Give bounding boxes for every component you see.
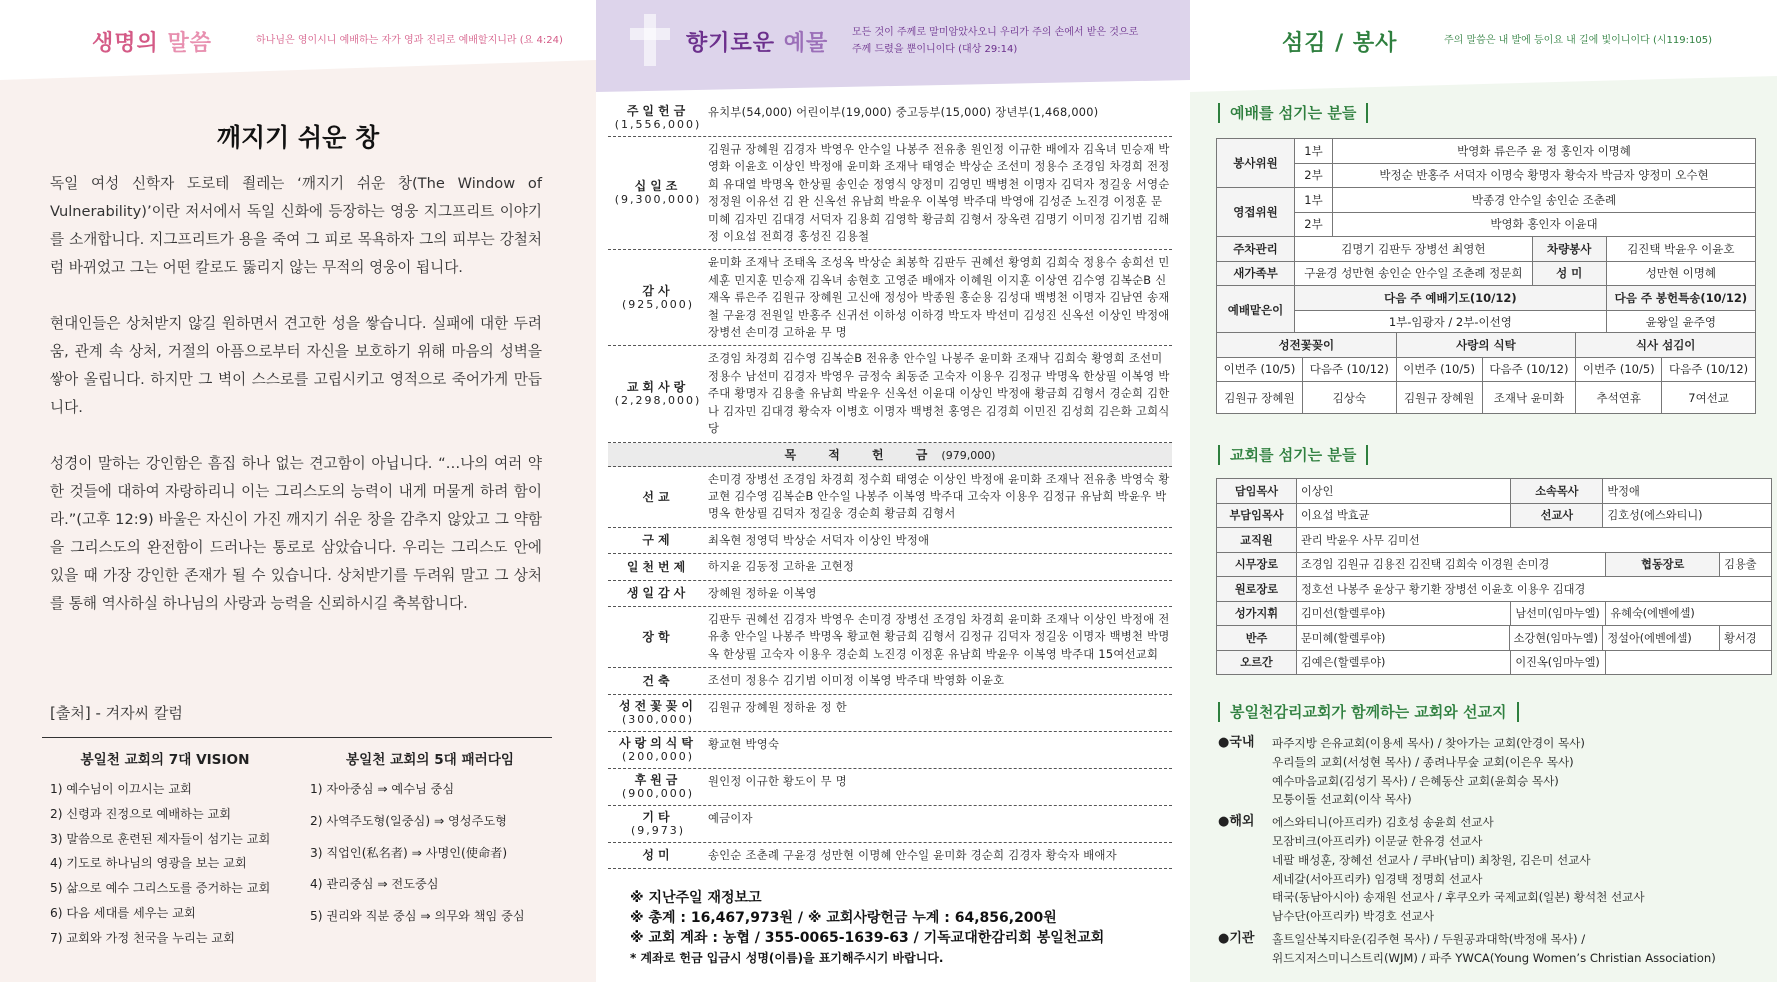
offering-row xyxy=(608,528,1172,554)
cell: 김원규 장혜원 xyxy=(1396,382,1482,414)
cell xyxy=(1606,650,1772,675)
cell: 김호성(에스와티니) xyxy=(1603,503,1772,528)
offering-names: 조경임 차경희 김수영 김복순B 전유총 안수일 나봉주 윤미화 조재낙 김희숙 황영희 조선미 정용수 남선미 김경자 박영우 금정숙 최동준 고숙자 이용우 김정규 박명옥 한상필 이복영 박주대 황명자 김용출 유남희 박윤우 신옥선 이윤대 이상인 박정애 황금희 김형서 경순희 김한나 김자민 김대경 황숙자 이병호 이명자 백병천 홍영은 김경희 이민진 김성희 김은화 고희식당 xyxy=(708,352,1170,436)
offering-names: 장혜원 정하윤 이복영 xyxy=(708,586,817,600)
offering-row xyxy=(608,467,1172,528)
cell: 이상인 xyxy=(1297,479,1511,504)
vision-item: 4) 기도로 하나님의 영광을 보는 교회 xyxy=(50,856,247,871)
cell: 남선미(임마누엘) xyxy=(1511,601,1606,626)
offering-label xyxy=(608,810,708,838)
paradigm-item: 5) 권리와 직분 중심 ⇒ 의무와 책임 중심 xyxy=(310,909,525,924)
offering-type: 구제 xyxy=(642,533,674,548)
cell-label: 주차관리 xyxy=(1217,237,1295,262)
cell-label: 소속목사 xyxy=(1511,479,1603,504)
cell: 박정애 xyxy=(1603,479,1772,504)
partner-group-label: ●국내 xyxy=(1218,735,1255,750)
essay-body xyxy=(50,170,542,646)
paradigm-item: 2) 사역주도형(일중심) ⇒ 영성주도형 xyxy=(310,813,507,828)
paradigm-title: 봉일천 교회의 5대 패러다임 xyxy=(345,752,515,768)
worship-service-table xyxy=(1216,138,1756,335)
cell-label: 차량봉사 xyxy=(1532,237,1606,262)
panel-word-of-life xyxy=(0,0,596,982)
offering-row xyxy=(608,732,1172,769)
offering-label xyxy=(608,141,708,245)
offering-type: 건축 xyxy=(642,673,674,688)
header-verse: 모든 것이 주께로 말미암았사오니 우리가 주의 손에서 받은 것으로 주께 드렸을 뿐이니이다 (대상 29:14) xyxy=(852,27,1139,55)
partner-line: 모퉁이돌 선교회(이삭 목사) xyxy=(1272,792,1412,807)
staff-table xyxy=(1216,478,1772,675)
cell: 7여선교 xyxy=(1662,382,1756,414)
offering-type: 교회사랑 xyxy=(626,379,690,394)
offering-amount: (200,000) xyxy=(621,749,695,763)
cell-label: 성 미 xyxy=(1532,261,1606,286)
cell: 이번주 (10/5) xyxy=(1217,357,1303,382)
paradigm-item: 3) 직업인(私名者) ⇒ 사명인(使命者) xyxy=(310,845,508,860)
vision-title: 봉일천 교회의 7대 VISION xyxy=(80,752,250,768)
essay-paragraph: 성경이 말하는 강인함은 흠집 하나 없는 견고함이 아닙니다. “…나의 여러 약한 것들에 대하여 자랑하리니 이는 그리스도의 능력이 내게 머물게 하려 함이라.”(고후 12:9) 바울은 자신이 가진 깨지기 쉬운 창을 감추지 않았고 그 약함을 그리스도의 완전함이 드러나는 통로로 삼았습니다. 우리는 그리스도 안에 있을 때 가장 강인한 존재가 될 수 있습니다. 상처받기를 두려워 말고 그 상처를 통해 역사하실 하나님의 사랑과 능력을 신뢰하시길 축복합니다. xyxy=(50,455,542,612)
offering-amount: (925,000) xyxy=(621,297,695,311)
section-heading: 봉일천감리교회가 함께하는 교회와 선교지 xyxy=(1218,702,1519,722)
cell: 조경임 김원규 김용진 김진택 김희숙 이경원 손미경 xyxy=(1297,552,1606,577)
offering-row xyxy=(608,137,1172,250)
purpose-offering-header xyxy=(608,443,1172,467)
cross-icon xyxy=(1224,14,1264,66)
offering-row xyxy=(608,581,1172,607)
offering-type: 일천번제 xyxy=(626,559,690,574)
offering-type: 후원금 xyxy=(634,772,682,787)
partner-line: 예수마음교회(김성기 목사) / 은혜동산 교회(윤희승 목사) xyxy=(1272,773,1559,788)
section-heading: 예배를 섬기는 분들 xyxy=(1218,103,1368,123)
partner-line: 홀트일산복지타운(김주현 목사) / 두원공과대학(박정애 목사) / xyxy=(1272,931,1586,946)
offering-label xyxy=(608,847,708,864)
partner-line: 에스와티니(아프리카) 김호성 송윤희 선교사 xyxy=(1272,815,1494,830)
offering-amount: (1,556,000) xyxy=(614,118,702,131)
cell: 다음주 (10/12) xyxy=(1482,357,1576,382)
cell: 정설아(에벤에셀) xyxy=(1603,626,1720,651)
offering-type: 성전꽃꽂이 xyxy=(619,698,697,713)
offering-names: 윤미화 조재낙 조태옥 조성옥 박상순 최봉학 김판두 권혜선 황영희 김희숙 정용수 송희선 민세훈 민지훈 민승재 김옥녀 송현호 고영준 배애자 이혜원 이지훈 이상연 김수영 김복순B 신재옥 류은주 김원규 장혜원 고신애 정성아 박종원 홍순용 김성대 백병천 이명자 김남연 송재철 구윤경 전원일 반홍주 신귀선 이하성 이하경 박도자 박선미 김성진 신옥선 이상인 박정애 장병선 손미경 고하윤 무 명 xyxy=(708,256,1170,340)
cell: 이진옥(임마누엘) xyxy=(1511,650,1606,675)
offering-row xyxy=(608,250,1172,346)
offering-type: 장학 xyxy=(642,630,674,645)
offering-names: 예금이자 xyxy=(708,811,753,825)
offering-names: 원인정 이규한 황도이 무 명 xyxy=(708,774,847,788)
offering-type: 사랑의식탁 xyxy=(619,735,697,750)
offering-row xyxy=(608,806,1172,843)
cell: 성만현 이명혜 xyxy=(1606,261,1755,286)
partner-line: 네팔 배성훈, 장혜선 선교사 / 쿠바(남미) 최창원, 김은미 선교사 xyxy=(1272,852,1591,867)
cell: 김미선(할렐루야) xyxy=(1297,601,1511,626)
vision-item: 6) 다음 세대를 세우는 교회 xyxy=(50,905,196,920)
offering-label xyxy=(608,773,708,801)
partner-line: 위드지저스미니스트리(WJM) / 파주 YWCA(Young Women’s Christian Association) xyxy=(1272,950,1716,965)
offering-label xyxy=(608,558,708,575)
cell: 추석연휴 xyxy=(1576,382,1662,414)
partner-group-domestic xyxy=(1218,734,1758,809)
divider xyxy=(42,737,552,738)
cell-label: 반주 xyxy=(1217,626,1297,651)
partner-line: 우리들의 교회(서성현 목사) / 종려나무숲 교회(이은우 목사) xyxy=(1272,754,1574,769)
offering-type: 감사 xyxy=(642,283,674,298)
vision-item: 7) 교회와 가정 천국을 누리는 교회 xyxy=(50,930,235,945)
offering-row xyxy=(608,607,1172,668)
section-title: 섬김 / 봉사 xyxy=(1282,31,1398,56)
cell: 2부 xyxy=(1295,212,1333,237)
cell: 윤왕일 윤주영 xyxy=(1606,310,1755,335)
cell-label: 사랑의 식탁 xyxy=(1396,333,1576,358)
finance-report xyxy=(630,888,1190,968)
cell-label: 성전꽃꽂이 xyxy=(1217,333,1397,358)
cell: 김진택 박윤우 이윤호 xyxy=(1606,237,1755,262)
cell: 소강현(임마누엘) xyxy=(1509,626,1603,651)
offering-names: 김원규 장혜원 김경자 박영우 안수일 나봉주 전유총 원인정 이규한 배에자 김옥녀 민승재 박영화 이윤호 이상인 박정애 윤미화 조재낙 태영순 박상순 조선미 정용수 조경임 차경희 전정희 유대열 박명옥 한상필 송인순 정영식 양정미 김영민 백병천 이명자 김덕자 정길웅 서영순 정정원 이유선 김 완 신옥선 유남희 박윤우 이복영 박주대 박영애 김성준 노진경 이정훈 문미혜 김자민 김대경 서덕자 김용희 김영학 황금희 김형서 장옥련 김명기 이미정 김기범 김해정 이요섭 전희경 홍성진 김용철 xyxy=(708,143,1170,244)
vision-item: 3) 말씀으로 훈련된 제자들이 섬기는 교회 xyxy=(50,831,271,846)
offering-row xyxy=(608,769,1172,806)
essay-source: [출처] - 겨자씨 칼럼 xyxy=(50,704,183,722)
partner-line: 파주지방 은유교회(이용세 목사) / 찾아가는 교회(안경이 목사) xyxy=(1272,736,1585,750)
offering-row xyxy=(608,100,1172,137)
cell-label: 다음 주 봉헌특송(10/12) xyxy=(1606,286,1755,311)
offering-names: 손미경 장병선 조경임 차경희 정수희 태영순 이상인 박정애 윤미화 조재낙 전유총 박영숙 황교현 김수영 김복순B 안수일 나봉주 이복영 박주대 고숙자 이용우 김정규 유남희 박윤우 박명옥 한상필 김덕자 정길웅 경순희 황금희 김형서 xyxy=(708,472,1170,521)
header-verse: 하나님은 영이시니 예배하는 자가 영과 진리로 예배할지니라 (요 4:24) xyxy=(256,35,563,46)
essay-paragraph: 현대인들은 상처받지 않길 원하면서 견고한 성을 쌓습니다. 실패에 대한 두려움, 관계 속 상처, 거절의 아픔으로부터 자신을 보호하기 위해 마음의 성벽을 쌓아 올립니다. 하지만 그 벽이 스스로를 고립시키고 영적으로 죽어가게 만듭니다. xyxy=(50,315,542,416)
offering-amount: (300,000) xyxy=(621,712,695,726)
cell: 이요섭 박효균 xyxy=(1297,503,1511,528)
partner-group-abroad xyxy=(1218,813,1758,926)
offering-label xyxy=(608,532,708,549)
offering-label xyxy=(608,254,708,341)
finance-line: ※ 총계 : 16,467,973원 / ※ 교회사랑헌금 누계 : 64,856,200원 xyxy=(630,910,1057,926)
offering-names: 하지윤 김동정 고하윤 고현정 xyxy=(708,560,855,574)
cell: 김원규 장혜원 xyxy=(1217,382,1303,414)
finance-line: ※ 교회 계좌 : 농협 / 355-0065-1639-63 / 기독교대한감리회 봉일천교회 xyxy=(630,930,1105,946)
paradigm-list xyxy=(310,748,550,939)
offering-amount: (9,973) xyxy=(630,823,686,837)
cell: 황서경 xyxy=(1720,626,1772,651)
cell: 2부 xyxy=(1295,163,1333,188)
cell-label: 예배맡은이 xyxy=(1217,286,1295,335)
cell: 박정순 반홍주 서덕자 이명숙 황명자 황숙자 박금자 양정미 오수현 xyxy=(1333,163,1756,188)
partner-line: 태국(동남아시아) 송재원 선교사 / 후쿠오카 국제교회(일본) 황석천 선교사 xyxy=(1272,890,1645,905)
cell-label: 영접위원 xyxy=(1217,188,1295,237)
offering-names: 김판두 권혜선 김경자 박영우 손미경 장병선 조경임 차경희 윤미화 조재낙 이상인 박정애 전유총 안수일 나봉주 박명옥 황교현 황금희 김형서 김정규 김덕자 정길웅 이명자 백병천 박명옥 한상필 고숙자 이용우 경순희 노진경 이정훈 유남희 박윤우 이복영 박주대 15여선교회 xyxy=(708,612,1170,661)
finance-line: ※ 지난주일 재정보고 xyxy=(630,890,762,906)
partner-line: 세네갈(서아프리카) 임경택 정명희 선교사 xyxy=(1272,871,1483,886)
offering-label xyxy=(608,611,708,663)
cell-label: 시무장로 xyxy=(1217,552,1297,577)
vision-item: 1) 예수님이 이끄시는 교회 xyxy=(50,782,192,796)
offering-names: 최옥현 정영덕 박상순 서덕자 이상인 박정애 xyxy=(708,533,930,547)
cell: 박영화 홍인자 이윤대 xyxy=(1333,212,1756,237)
essay-paragraph: 독일 여성 신학자 도로테 죌레는 ‘깨지기 쉬운 창(The Window of Vulnerability)’이란 저서에서 독일 신화에 등장하는 영웅 지그프리트 이야기를 소개합니다. 지그프리트가 용을 죽여 그 피로 목욕하자 그의 피부는 강철처럼 바뀌었고 그는 어떤 칼로도 뚫리지 않는 무적의 영웅이 됩니다. xyxy=(50,175,542,276)
finance-note: * 계좌로 헌금 입금시 성명(이름)을 표기해주시기 바랍니다. xyxy=(630,951,944,965)
cell-label: 선교사 xyxy=(1511,503,1603,528)
offering-row xyxy=(608,843,1172,869)
paradigm-item: 1) 자아중심 ⇒ 예수님 중심 xyxy=(310,782,455,796)
offering-list xyxy=(608,100,1172,869)
purpose-label: 목 적 헌 금 xyxy=(784,447,942,462)
cell: 문미혜(할렐루야) xyxy=(1297,626,1510,651)
panel-offerings xyxy=(596,0,1190,982)
cell-label: 성가지휘 xyxy=(1217,601,1297,626)
essay-title: 깨지기 쉬운 창 xyxy=(216,123,380,152)
offering-amount: (2,298,000) xyxy=(614,393,702,407)
partner-line: 모잠비크(아프리카) 이문균 한유경 선교사 xyxy=(1272,833,1483,848)
vision-list xyxy=(50,748,280,954)
cell: 김용출 xyxy=(1720,552,1772,577)
offering-type: 주일헌금 xyxy=(626,104,690,118)
offering-type: 기타 xyxy=(642,809,674,824)
offering-label xyxy=(608,736,708,764)
header-verse: 주의 말씀은 내 발에 등이요 내 길에 빛이니이다 (시119:105) xyxy=(1444,35,1712,46)
partner-group-institutions xyxy=(1218,930,1758,968)
cell: 1부 xyxy=(1295,188,1333,213)
offering-type: 선교 xyxy=(642,489,674,504)
cell: 1부 xyxy=(1295,139,1333,164)
offering-amount: (9,300,000) xyxy=(614,193,702,207)
cell-label: 원로장로 xyxy=(1217,577,1297,602)
partner-group-label: ●해외 xyxy=(1218,814,1255,830)
cell-label: 식사 섬김이 xyxy=(1576,333,1756,358)
purpose-amount: (979,000) xyxy=(941,448,996,462)
paradigm-item: 4) 관리중심 ⇒ 전도중심 xyxy=(310,877,439,892)
cell-label: 부담임목사 xyxy=(1217,503,1297,528)
offering-label xyxy=(608,350,708,437)
cell: 김상숙 xyxy=(1302,382,1396,414)
offering-row xyxy=(608,695,1172,732)
cell: 박영화 류은주 윤 정 홍인자 이명혜 xyxy=(1333,139,1756,164)
cell-label: 담임목사 xyxy=(1217,479,1297,504)
cell: 정호선 나봉주 윤상구 황기환 장병선 이윤호 이용우 김대경 xyxy=(1297,577,1772,602)
cell: 관리 박윤우 사무 김미선 xyxy=(1297,528,1772,553)
cell: 이번주 (10/5) xyxy=(1576,357,1662,382)
offering-label xyxy=(608,699,708,727)
cell-label: 교직원 xyxy=(1217,528,1297,553)
vision-item: 5) 삶으로 예수 그리스도를 증거하는 교회 xyxy=(50,881,271,896)
vision-item: 2) 신령과 진정으로 예배하는 교회 xyxy=(50,806,232,821)
cross-icon xyxy=(630,14,670,66)
offering-label xyxy=(608,585,708,602)
partner-group-label: ●기관 xyxy=(1218,930,1255,946)
cell: 조재낙 윤미화 xyxy=(1482,382,1576,414)
section-title: 향기로운 예물 xyxy=(686,31,829,56)
cell: 김예은(할렐루야) xyxy=(1297,650,1511,675)
offering-names: 유치부(54,000) 어린이부(19,000) 중고등부(15,000) 장년부(1,468,000) xyxy=(708,106,1099,119)
offering-type: 십일조 xyxy=(634,179,682,194)
offering-label xyxy=(608,672,708,689)
cell-label: 협동장로 xyxy=(1606,552,1720,577)
cell: 1부-임광자 / 2부-이선영 xyxy=(1295,310,1607,335)
offering-names: 송인순 조춘례 구윤경 성만현 이명혜 안수일 윤미화 경순희 김경자 황숙자 배애자 xyxy=(708,848,1117,862)
cell-label: 새가족부 xyxy=(1217,261,1295,286)
cell: 다음주 (10/12) xyxy=(1662,357,1756,382)
offering-row xyxy=(608,554,1172,580)
partner-line: 남수단(아프리카) 박경호 선교사 xyxy=(1272,909,1435,924)
cell-label: 오르간 xyxy=(1217,650,1297,675)
cell: 박종경 안수일 송인순 조춘례 xyxy=(1333,188,1756,213)
header-service xyxy=(1190,0,1777,92)
offering-row xyxy=(608,346,1172,442)
partner-churches xyxy=(1218,734,1758,968)
cell: 구윤경 성만현 송인순 안수일 조춘례 정문희 xyxy=(1295,261,1533,286)
offering-label xyxy=(608,471,708,523)
section-heading: 교회를 섬기는 분들 xyxy=(1218,445,1368,465)
offering-type: 성미 xyxy=(642,848,674,863)
cross-icon xyxy=(34,14,74,66)
cell: 유혜숙(에벤에셀) xyxy=(1606,601,1772,626)
cell-label: 봉사위원 xyxy=(1217,139,1295,188)
offering-names: 황교현 박영숙 xyxy=(708,737,780,751)
volunteer-table xyxy=(1216,332,1756,414)
offering-names: 조선미 정용수 김기범 이미정 이복영 박주대 박영화 이윤호 xyxy=(708,674,1005,688)
cell: 김명기 김판두 장병선 최영헌 xyxy=(1295,237,1533,262)
panel-service xyxy=(1190,0,1777,982)
header-offerings xyxy=(596,0,1190,92)
cell: 이번주 (10/5) xyxy=(1396,357,1482,382)
offering-names: 김원규 장혜원 정하윤 정 한 xyxy=(708,700,847,714)
offering-type: 생일감사 xyxy=(626,586,690,601)
cell-label: 다음 주 예배기도(10/12) xyxy=(1295,286,1607,311)
offering-amount: (900,000) xyxy=(621,786,695,800)
offering-label xyxy=(608,104,708,132)
cell: 다음주 (10/12) xyxy=(1302,357,1396,382)
section-title: 생명의 말씀 xyxy=(92,31,212,56)
header-word-of-life xyxy=(0,0,596,92)
offering-row xyxy=(608,668,1172,694)
